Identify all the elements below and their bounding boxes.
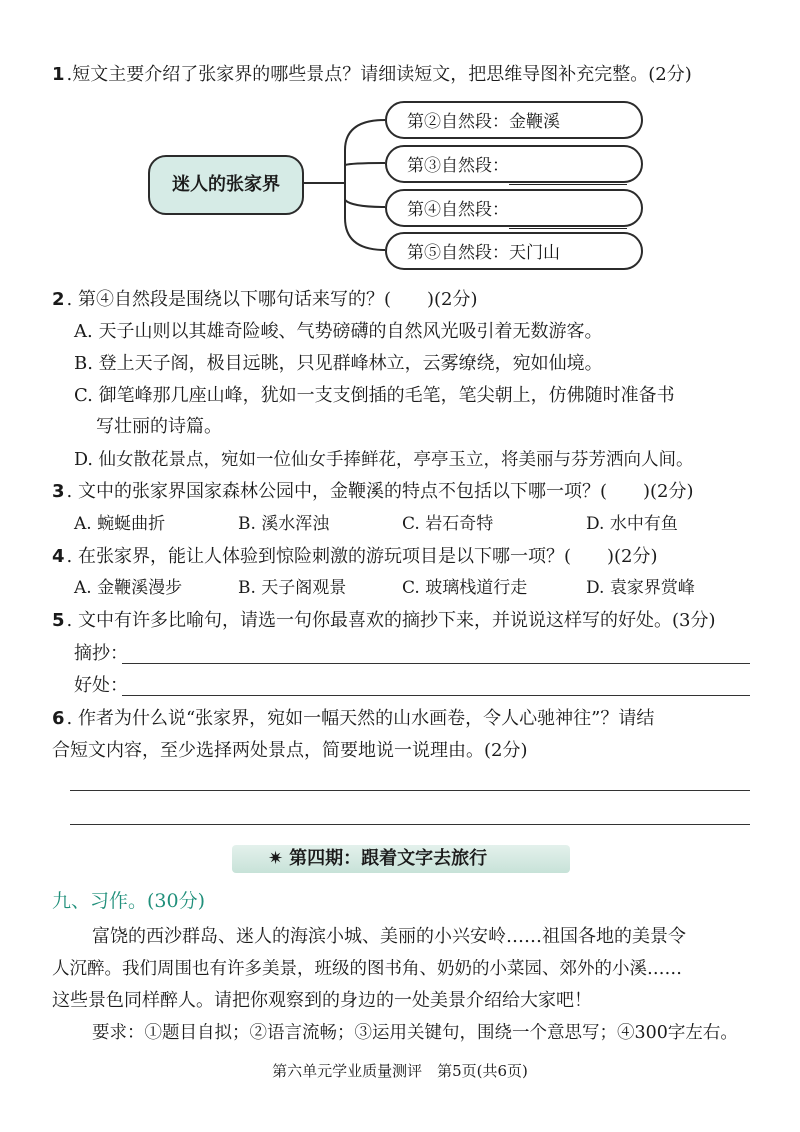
answer-blank[interactable] — [509, 160, 627, 185]
question-3 — [52, 479, 694, 505]
answer-line[interactable] — [70, 790, 750, 791]
question-6-continued: 合短文内容，至少选择两处景点，简要地说一说理由。(2分) — [52, 740, 528, 761]
excerpt-answer-line[interactable] — [122, 663, 750, 664]
branch-label: 第④自然段： — [407, 200, 509, 220]
branch-label: 第⑤自然段：天门山 — [407, 243, 560, 263]
option-b: B. 登上天子阁，极目远眺，只见群峰林立，云雾缭绕，宛如仙境。 — [74, 353, 603, 374]
question-2 — [52, 287, 478, 313]
mindmap-branch — [385, 189, 643, 227]
banner-title — [268, 845, 487, 873]
option-a: A. 蜿蜒曲折 — [74, 514, 166, 534]
branch-label: 第②自然段：金鞭溪 — [407, 112, 560, 132]
branch-label: 第③自然段： — [407, 156, 509, 176]
excerpt-label: 摘抄： — [74, 643, 128, 664]
option-b: B. 天子阁观景 — [238, 578, 347, 598]
paragraph-line: 这些景色同样醉人。请把你观察到的身边的一处美景介绍给大家吧！ — [52, 990, 592, 1011]
question-number: 6 — [52, 708, 65, 729]
question-text: . 第④自然段是围绕以下哪句话来写的？( )(2分) — [66, 289, 478, 310]
benefit-answer-line[interactable] — [122, 695, 750, 696]
mindmap-center: 迷人的张家界 — [148, 155, 304, 215]
benefit-label: 好处： — [74, 675, 128, 696]
question-text: . 文中的张家界国家森林公园中，金鞭溪的特点不包括以下哪一项？( )(2分) — [66, 481, 694, 502]
option-b: B. 溪水浑浊 — [238, 514, 330, 534]
option-c: C. 岩石奇特 — [402, 514, 494, 534]
question-6 — [52, 706, 654, 732]
answer-blank[interactable] — [509, 204, 627, 229]
question-number: 2 — [52, 289, 65, 310]
sparkle-icon: ✷ — [268, 848, 284, 869]
requirements-line: 要求：①题目自拟；②语言流畅；③运用关键句，围绕一个意思写；④300字左右。 — [92, 1023, 738, 1043]
question-text: . 在张家界，能让人体验到惊险刺激的游玩项目是以下哪一项？( )(2分) — [66, 546, 658, 567]
mindmap-branch — [385, 145, 643, 183]
answer-line[interactable] — [70, 824, 750, 825]
question-number: 3 — [52, 481, 65, 502]
question-4 — [52, 544, 658, 570]
option-c-continued: 写壮丽的诗篇。 — [96, 416, 222, 437]
option-d: D. 袁家界赏峰 — [586, 578, 695, 598]
paragraph-line: 人沉醉。我们周围也有许多美景，班级的图书角、奶奶的小菜园、郊外的小溪…… — [52, 959, 682, 979]
question-text: . 作者为什么说“张家界，宛如一幅天然的山水画卷，令人心驰神往”？请结 — [66, 708, 655, 729]
page-footer: 第六单元学业质量测评 第5页(共6页) — [272, 1062, 528, 1080]
question-5 — [52, 608, 715, 634]
option-c: C. 玻璃栈道行走 — [402, 578, 528, 598]
question-number: 4 — [52, 546, 65, 567]
option-a: A. 天子山则以其雄奇险峻、气势磅礴的自然风光吸引着无数游客。 — [74, 321, 603, 342]
question-number: 1 — [52, 64, 65, 85]
banner-label: 第四期：跟着文字去旅行 — [289, 848, 488, 869]
question-text: . 文中有许多比喻句，请选一句你最喜欢的摘抄下来，并说说这样写的好处。(3分) — [66, 610, 716, 631]
option-c: C. 御笔峰那几座山峰，犹如一支支倒插的毛笔，笔尖朝上，仿佛随时准备书 — [74, 385, 675, 406]
question-number: 5 — [52, 610, 65, 631]
paragraph-line: 富饶的西沙群岛、迷人的海滨小城、美丽的小兴安岭……祖国各地的美景令 — [92, 926, 686, 947]
mindmap-branch — [385, 101, 643, 139]
option-d: D. 仙女散花景点，宛如一位仙女手捧鲜花，亭亭玉立，将美丽与芬芳洒向人间。 — [74, 450, 694, 470]
option-a: A. 金鞭溪漫步 — [74, 578, 183, 598]
section-title: 九、习作。(30分) — [52, 890, 206, 912]
option-d: D. 水中有鱼 — [586, 514, 678, 534]
mindmap-branch — [385, 232, 643, 270]
question-text: .短文主要介绍了张家界的哪些景点？请细读短文，把思维导图补充完整。(2分) — [66, 64, 692, 85]
